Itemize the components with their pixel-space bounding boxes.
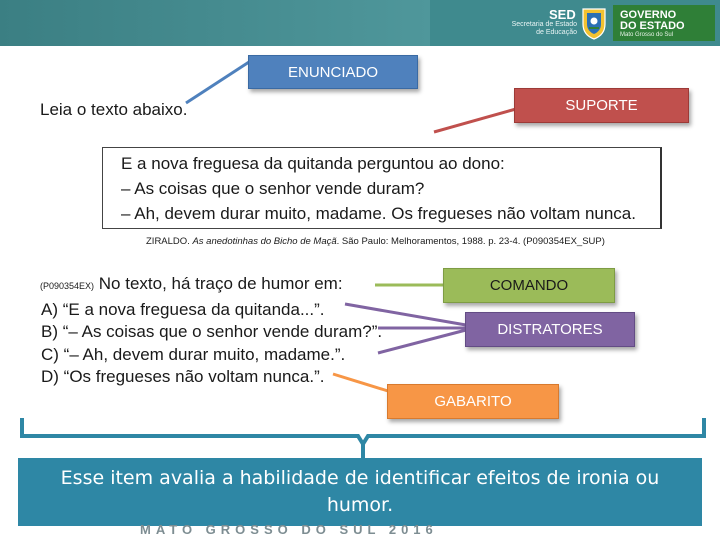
tag-suporte: SUPORTE bbox=[514, 88, 689, 123]
gov-logo-line3: Mato Grosso do Sul bbox=[620, 32, 674, 38]
summary-text: Esse item avalia a habilidade de identificar efeitos de ironia ou humor. bbox=[60, 467, 660, 516]
option-c: C) “– Ah, devem durar muito, madame.”. bbox=[41, 345, 346, 364]
sed-logo-acronym: SED bbox=[549, 7, 576, 22]
text-line-3: – Ah, devem durar muito, madame. Os fregueses não voltam nunca. bbox=[121, 204, 636, 223]
support-text-box bbox=[102, 147, 662, 229]
summary-banner bbox=[18, 458, 702, 526]
connector-enunciado bbox=[186, 62, 249, 103]
gov-logo-line2: DO ESTADO bbox=[620, 20, 685, 32]
text-line-1: E a nova freguesa da quitanda perguntou ao dono: bbox=[121, 154, 505, 173]
connector-suporte bbox=[434, 109, 516, 132]
source-suffix: . São Paulo: Melhoramentos, 1988. p. 23-4. (P090354EX_SUP) bbox=[336, 236, 605, 247]
text-line-2: – As coisas que o senhor vende duram? bbox=[121, 179, 425, 198]
summary-bracket bbox=[22, 418, 704, 444]
tag-enunciado: ENUNCIADO bbox=[248, 55, 418, 89]
option-b: B) “– As coisas que o senhor vende duram?”. bbox=[41, 322, 383, 341]
connector-distrator-c bbox=[378, 330, 466, 353]
question-stem bbox=[40, 274, 343, 294]
instruction-text: Leia o texto abaixo. bbox=[40, 100, 188, 119]
option-a: A) “E a nova freguesa da quitanda...”. bbox=[41, 300, 325, 319]
tag-distratores: DISTRATORES bbox=[465, 312, 635, 347]
gov-logo-line1: GOVERNO bbox=[620, 9, 677, 21]
question-text: No texto, há traço de humor em: bbox=[94, 274, 343, 293]
tag-comando: COMANDO bbox=[443, 268, 615, 303]
connector-gabarito bbox=[333, 374, 388, 391]
item-code: (P090354EX) bbox=[40, 281, 95, 291]
tag-gabarito: GABARITO bbox=[387, 384, 559, 419]
source-title: As anedotinhas do Bicho de Maçã bbox=[192, 236, 337, 247]
source-prefix: ZIRALDO. bbox=[146, 236, 193, 247]
source-citation bbox=[146, 236, 605, 247]
option-d: D) “Os fregueses não voltam nunca.”. bbox=[41, 367, 325, 386]
footer-watermark: MATO GROSSO DO SUL 2016 bbox=[140, 522, 438, 537]
sed-logo-subtitle: Secretaria de Estado de Educação bbox=[511, 21, 577, 36]
